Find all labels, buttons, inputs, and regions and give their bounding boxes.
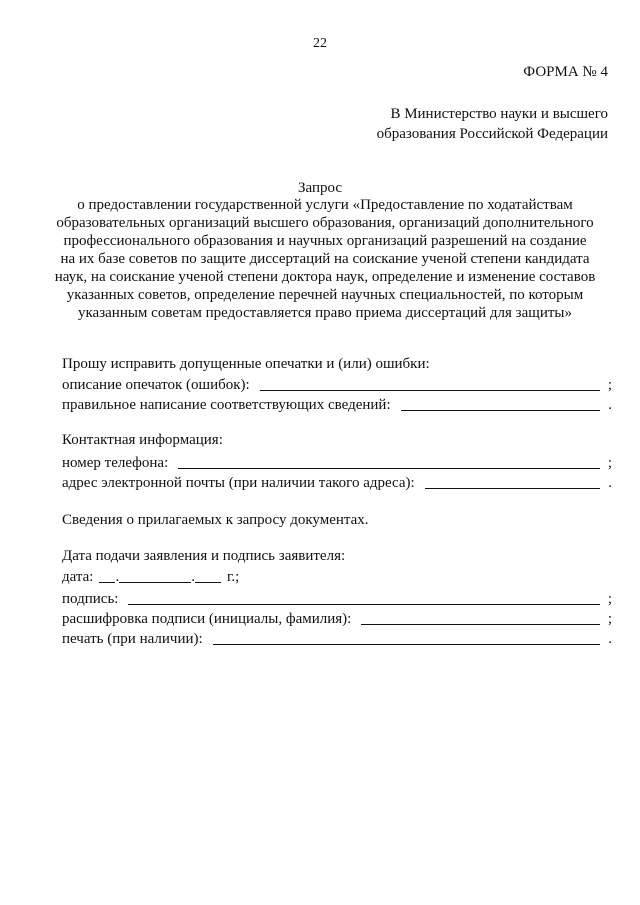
errors-description-label: описание опечаток (ошибок): <box>62 377 250 393</box>
addressee-line-1: В Министерство науки и высшего <box>390 106 608 122</box>
email-field[interactable] <box>425 474 601 489</box>
email-row <box>62 472 612 492</box>
date-separator: . <box>115 569 120 585</box>
phone-label: номер телефона: <box>62 455 169 471</box>
correct-info-field[interactable] <box>401 396 601 411</box>
subject-line: о предоставлении государственной услуги «Предоставление по ходатайствам <box>77 197 573 213</box>
signature-field[interactable] <box>128 590 599 605</box>
signature-decoding-label: расшифровка подписи (инициалы, фамилия): <box>62 611 352 627</box>
request-subject <box>40 196 610 322</box>
form-number: ФОРМА № 4 <box>523 64 608 80</box>
contact-heading: Контактная информация: <box>62 432 223 448</box>
submission-heading: Дата подачи заявления и подпись заявителя: <box>62 548 346 564</box>
date-month-field[interactable] <box>119 568 191 583</box>
date-day-field[interactable] <box>99 568 115 583</box>
seal-label: печать (при наличии): <box>62 631 203 647</box>
signature-row <box>62 588 612 608</box>
document-title: Запрос <box>297 180 343 196</box>
date-year-field[interactable] <box>195 568 221 583</box>
seal-row <box>62 628 612 648</box>
punctuation: . <box>608 475 612 491</box>
page-number: 22 <box>313 36 327 51</box>
addressee-line-2: образования Российской Федерации <box>376 126 608 142</box>
subject-line: указанным советам предоставляется право приема диссертаций для защиты» <box>78 305 572 321</box>
attachments-text: Сведения о прилагаемых к запросу документах. <box>62 512 369 528</box>
signature-decoding-field[interactable] <box>361 610 599 625</box>
phone-row <box>62 452 612 472</box>
signature-decoding-row <box>62 608 612 628</box>
punctuation: ; <box>607 455 612 471</box>
subject-line: профессионального образования и научных организаций разрешений на создание <box>63 233 587 249</box>
subject-line: на их базе советов по защите диссертаций на соискание ученой степени кандидата <box>60 251 590 267</box>
date-separator: . <box>191 569 195 585</box>
date-label: дата: <box>62 569 94 585</box>
punctuation: ; <box>607 591 612 607</box>
errors-description-field[interactable] <box>260 376 600 391</box>
correct-info-row <box>62 394 612 414</box>
punctuation: ; <box>607 611 612 627</box>
punctuation: . <box>608 631 612 647</box>
subject-line: образовательных организаций высшего образования, организаций дополнительного <box>56 215 594 231</box>
date-row <box>62 566 239 586</box>
email-label: адрес электронной почты (при наличии такого адреса): <box>62 475 415 491</box>
punctuation: ; <box>607 377 612 393</box>
corrections-heading: Прошу исправить допущенные опечатки и (или) ошибки: <box>62 356 430 372</box>
signature-label: подпись: <box>62 591 119 607</box>
addressee-block <box>377 104 608 144</box>
phone-field[interactable] <box>178 454 600 469</box>
subject-line: наук, на соискание ученой степени доктора наук, определение и изменение составов <box>54 269 596 285</box>
errors-description-row <box>62 374 612 394</box>
seal-field[interactable] <box>213 630 601 645</box>
correct-info-label: правильное написание соответствующих сведений: <box>62 397 391 413</box>
punctuation: . <box>608 397 612 413</box>
date-suffix: г.; <box>226 569 240 585</box>
subject-line: указанных советов, определение перечней научных специальностей, по которым <box>66 287 584 303</box>
